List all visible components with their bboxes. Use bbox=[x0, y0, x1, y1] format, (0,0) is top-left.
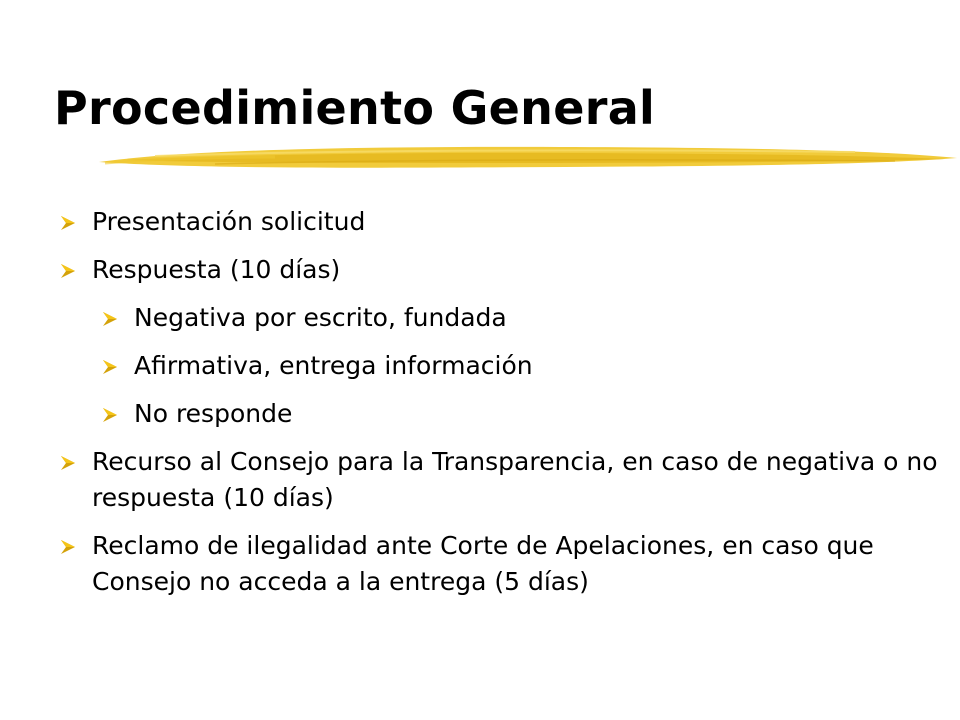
arrow-bullet-icon bbox=[102, 311, 118, 327]
sub-bullet-item bbox=[60, 396, 940, 432]
title-underline-brush bbox=[95, 138, 960, 174]
bullet-list bbox=[60, 204, 940, 612]
arrow-bullet-icon bbox=[102, 407, 118, 423]
bullet-text: Reclamo de ilegalidad ante Corte de Apelaciones, en caso que Consejo no acceda a la entrega (5 días) bbox=[92, 531, 874, 596]
arrow-bullet-icon bbox=[60, 215, 76, 231]
slide-title: Procedimiento General bbox=[54, 81, 656, 135]
arrow-bullet-icon bbox=[60, 263, 76, 279]
bullet-text: Respuesta (10 días) bbox=[92, 255, 341, 284]
bullet-text: Afirmativa, entrega información bbox=[134, 351, 533, 380]
bullet-text: Negativa por escrito, fundada bbox=[134, 303, 507, 332]
bullet-item bbox=[60, 528, 940, 600]
bullet-item bbox=[60, 252, 940, 288]
sub-bullet-item bbox=[60, 348, 940, 384]
bullet-text: Presentación solicitud bbox=[92, 207, 366, 236]
bullet-item bbox=[60, 204, 940, 240]
bullet-item bbox=[60, 444, 940, 516]
arrow-bullet-icon bbox=[60, 539, 76, 555]
sub-bullet-item bbox=[60, 300, 940, 336]
bullet-text: No responde bbox=[134, 399, 293, 428]
bullet-text: Recurso al Consejo para la Transparencia, en caso de negativa o no respuesta (10 días) bbox=[92, 447, 938, 512]
arrow-bullet-icon bbox=[60, 455, 76, 471]
arrow-bullet-icon bbox=[102, 359, 118, 375]
